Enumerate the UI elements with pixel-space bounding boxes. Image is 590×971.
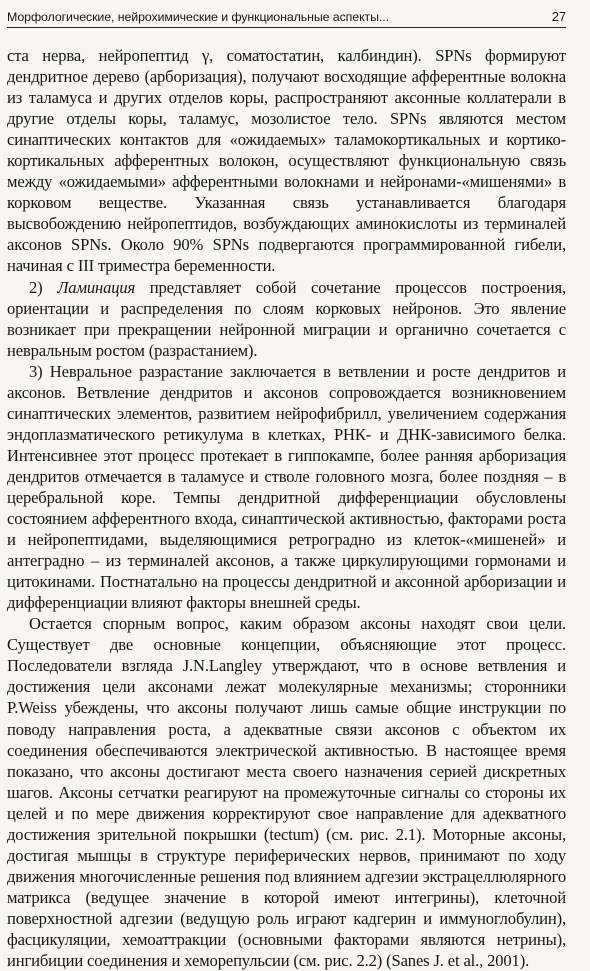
running-header [7, 0, 566, 28]
text-segment: представляет собой сочетание процессов построения, ориентации и распределения по слоям корковых нейронов. Это явление возникает при прекращении нейронной миграции и органично сочетается с невральным ростом (разрастанием). [7, 277, 566, 360]
body-text [7, 45, 566, 971]
text-segment: 3) Невральное разрастание заключается в ветвлении и росте дендритов и аксонов. Ветвление дендритов и аксонов сопровождается возникновением синаптических элементов, развитием нейрофибрилл, увеличением содержания эндоплазматического ретикулума в клетках, РНК- и ДНК-зависимого белка. Интенсивнее этот процесс протекает в гиппокампе, более ранняя арборизация дендритов отмечается в таламусе и стволе головного мозга, более поздняя – в церебральной коре. Темпы дендритной дифференциации обусловлены состоянием афферентного входа, синаптической активностью, факторами роста и нейропептидами, выделяющимися ретроградно из клеток-«мишеней» и антеградно – из терминалей аксонов, а также циркулирующими гормонами и цитокинами. Постнатально на процессы дендритной и аксонной арборизации и дифференциации влияют факторы внешней среды. [7, 361, 566, 613]
text-segment: Остается спорным вопрос, каким образом аксоны находят свои цели. Существует две основные концепции, объясняющие этот процесс. Последователи взгляда J.N.Langley утверждают, что в основе ветвления и достижения цели аксонами лежат молекулярные механизмы; сторонники P.Weiss убеждены, что аксоны получают лишь самые общие инструкции по поводу направления роста, а адекватные связи аксонов с объектом их соединения обеспечиваются электрической активностью. В настоящее время показано, что аксоны достигают места своего назначения серией дискретных шагов. Аксоны сетчатки реагируют на промежуточные сигналы со стороны их целей и по мере движения корректируют свое направление для адекватного достижения зрительной покрышки (tectum) (см. рис. 2.1). Моторные аксоны, достигая мышцы в структуре периферических нервов, принимают по ходу движения многочисленные решения под влиянием адгезии экстрацеллюлярного матрикса (ведущее значение в которой имеют интегрины), клеточной поверхностной адгезии (ведущую роль играют кадгерин и иммуноглобулин), фасцикуляции, хемоаттракции (основными факторами являются нетрины), ингибиции соединения и хеморепульсии (см. рис. 2.2) (Sanes J. et al., 2001). [7, 614, 566, 971]
running-title: Морфологические, нейрохимические и функциональные аспекты... [7, 10, 389, 24]
text-segment: ста нерва, нейропептид γ, соматостатин, калбиндин). SPNs формируют дендритное дерево (арборизация), получают восходящие афферентные волокна из таламуса и других отделов коры, распространяют аксонные коллатерали в другие отделы коры, таламус, мозолистое тело. SPNs являются местом синаптических контактов для «ожидаемых» таламокортикальных и кортико-кортикальных афферентных волокон, осуществляют функциональную связь между «ожидаемыми» афферентными волокнами и нейронами-«мишенями» в корковом веществе. Указанная связь устанавливается благодаря высвобождению нейропептидов, возбуждающих аминокислоты из терминалей аксонов SPNs. Около 90% SPNs подвергаются программированной гибели, начиная с III триместра беременности. [7, 46, 566, 276]
paragraph-p2 [7, 277, 566, 361]
paragraph-p3 [7, 361, 566, 614]
paragraph-p1 [7, 45, 566, 277]
text-segment: 2) [29, 277, 58, 297]
page-number: 27 [551, 9, 566, 24]
text-segment: Ламинация [57, 277, 136, 297]
paragraph-p4 [7, 613, 566, 971]
